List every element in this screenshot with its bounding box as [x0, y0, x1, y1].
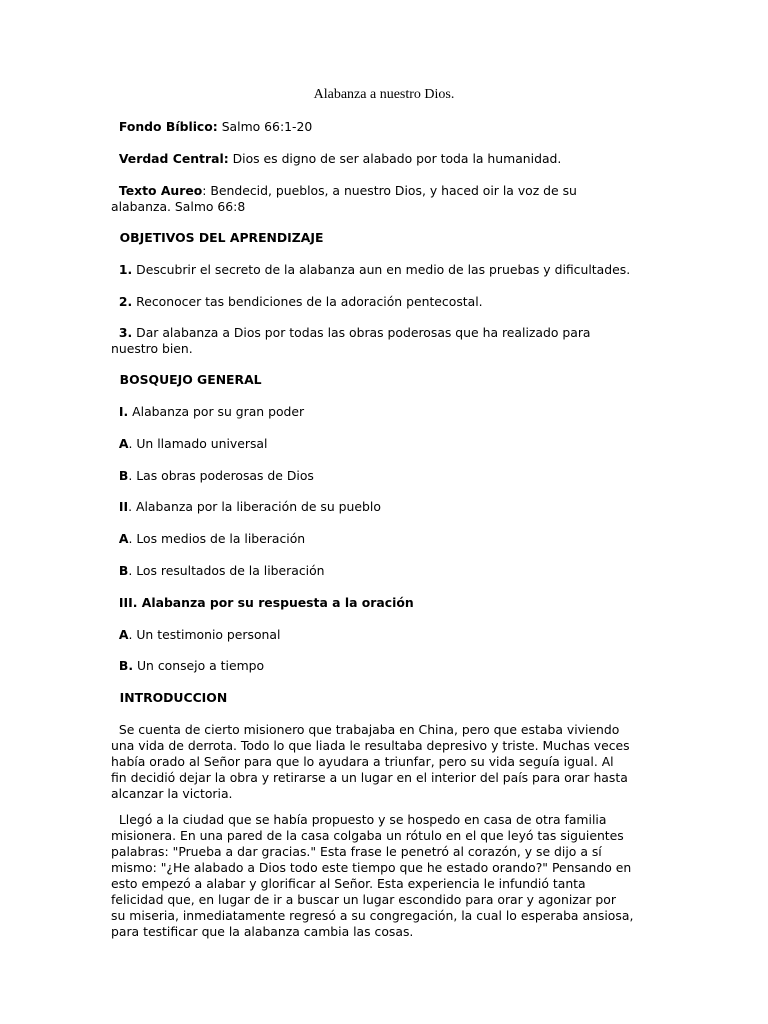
texto-aureo-label: Texto Aureo — [118, 183, 203, 198]
introduccion-paragraph-1-line: Se cuenta de cierto misionero que trabajaba en China, pero que estaba viviendo — [111, 722, 620, 737]
introduccion-paragraph-2-line: palabras: "Prueba a dar gracias." Esta frase le penetró al corazón, y se dijo a sí — [111, 844, 602, 859]
fondo-biblico-text: Salmo 66:1-20 — [217, 119, 313, 134]
introduccion-paragraph-1-line: alcanzar la victoria. — [111, 786, 233, 801]
introduccion-paragraph-2-line: su miseria, inmediatamente regresó a su congregación, la cual lo esperaba ansiosa, — [111, 908, 634, 923]
introduccion-paragraph-2-line: Llegó a la ciudad que se había propuesto y se hospedo en casa de otra familia — [111, 812, 607, 827]
introduccion-paragraph-2-line: felicidad que, en lugar de ir a buscar un lugar escondido para orar y agonizar por — [111, 892, 616, 907]
objetivo-item: 3. Dar alabanza a Dios por todas las obras poderosas que ha realizado para — [118, 325, 591, 340]
bosquejo-item: B. Las obras poderosas de Dios — [118, 468, 314, 483]
bosquejo-item: A. Un testimonio personal — [118, 627, 281, 642]
bosquejo-item: A. Un llamado universal — [118, 436, 268, 451]
introduccion-paragraph-1-line: fin decidió dejar la obra y retirarse a un lugar en el interior del país para orar hasta — [111, 770, 628, 785]
objetivos-heading: OBJETIVOS DEL APRENDIZAJE — [119, 230, 324, 245]
texto-aureo-line-2: alabanza. Salmo 66:8 — [111, 199, 246, 214]
objetivo-item-continuation: nuestro bien. — [111, 341, 193, 356]
fondo-biblico-line — [111, 119, 651, 135]
bosquejo-item: A. Los medios de la liberación — [118, 531, 306, 546]
fondo-biblico-label: Fondo Bíblico: — [118, 119, 218, 134]
bosquejo-item: I. Alabanza por su gran poder — [118, 404, 305, 419]
introduccion-paragraph-2-line: esto empezó a alabar y glorificar al Señor. Esta experiencia le infundió tanta — [111, 876, 586, 891]
introduccion-paragraph-2-line: para testificar que la alabanza cambia las cosas. — [111, 924, 414, 939]
texto-aureo-line-1 — [111, 183, 651, 199]
bosquejo-heading: BOSQUEJO GENERAL — [119, 372, 262, 387]
verdad-central-label: Verdad Central: — [118, 151, 229, 166]
introduccion-heading: INTRODUCCION — [119, 690, 228, 705]
texto-aureo-text: : Bendecid, pueblos, a nuestro Dios, y haced oir la voz de su — [202, 183, 577, 198]
introduccion-paragraph-2-line: misionera. En una pared de la casa colgaba un rótulo en el que leyó tas siguientes — [111, 828, 624, 843]
bosquejo-item: II. Alabanza por la liberación de su pueblo — [118, 499, 381, 514]
document-title: Alabanza a nuestro Dios. — [313, 87, 455, 102]
objetivo-item: 2. Reconocer tas bendiciones de la adoración pentecostal. — [118, 294, 483, 309]
introduccion-paragraph-1-line: había orado al Señor para que lo ayudara a triunfar, pero su vida seguía igual. Al — [111, 754, 614, 769]
objetivo-item: 1. Descubrir el secreto de la alabanza aun en medio de las pruebas y dificultades. — [118, 262, 631, 277]
bosquejo-item: III. Alabanza por su respuesta a la oración — [118, 595, 414, 610]
bosquejo-item: B. Los resultados de la liberación — [118, 563, 325, 578]
bosquejo-item: B. Un consejo a tiempo — [118, 658, 265, 673]
verdad-central-text: Dios es digno de ser alabado por toda la humanidad. — [228, 151, 562, 166]
verdad-central-line — [111, 151, 651, 167]
introduccion-paragraph-2-line: mismo: "¿He alabado a Dios todo este tiempo que he estado orando?" Pensando en — [111, 860, 632, 875]
introduccion-paragraph-1-line: una vida de derrota. Todo lo que liada le resultaba depresivo y triste. Muchas veces — [111, 738, 630, 753]
